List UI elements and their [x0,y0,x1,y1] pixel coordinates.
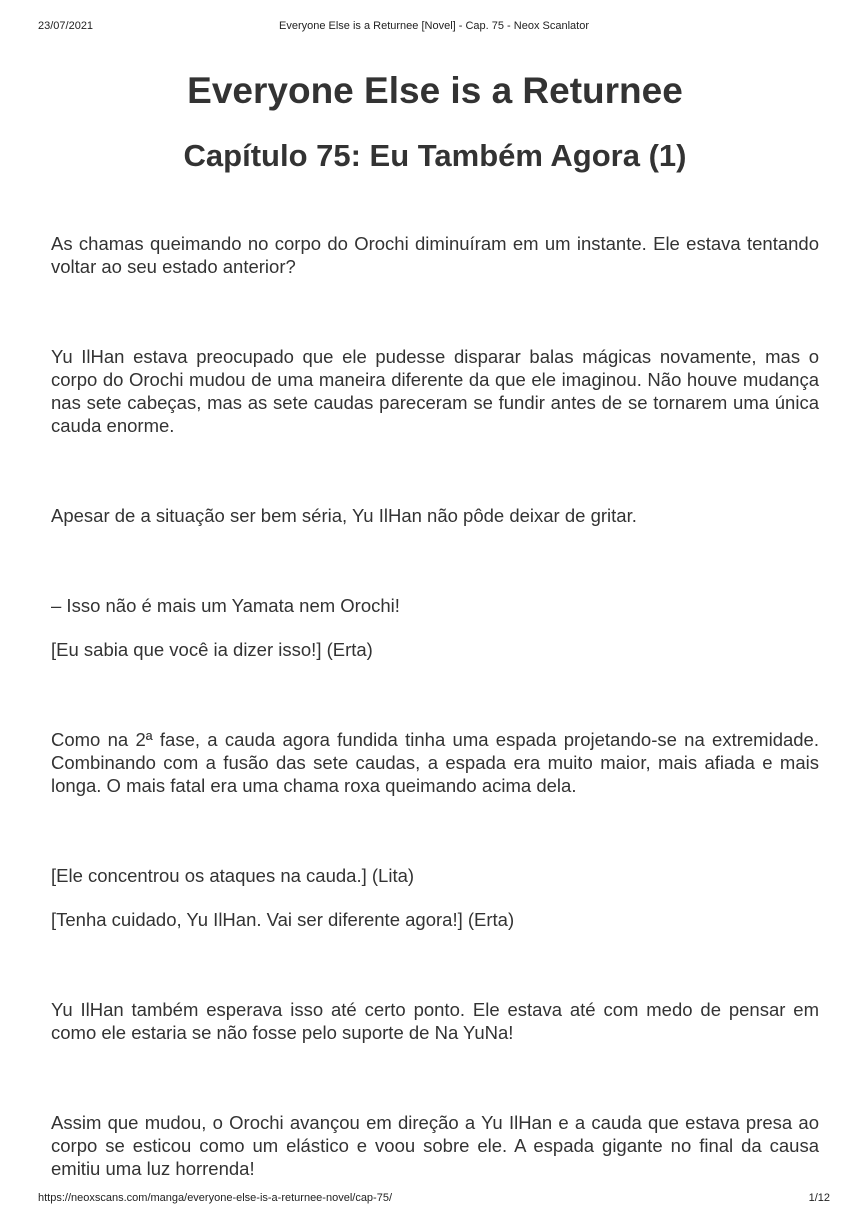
print-footer [38,1192,830,1208]
paragraph: Assim que mudou, o Orochi avançou em direção a Yu IlHan e a cauda que estava presa ao corpo se esticou como um elástico e voou sobre ele. A espada gigante no final da causa emitiu uma luz horrenda! [51,1112,819,1179]
paragraph: Yu IlHan estava preocupado que ele pudesse disparar balas mágicas novamente, mas o corpo do Orochi mudou de uma maneira diferente da que ele imaginou. Não houve mudança nas sete cabeças, mas as sete caudas pareceram se fundir antes de se tornarem uma única cauda enorme. [51,346,819,436]
paragraph: Yu IlHan também esperava isso até certo ponto. Ele estava até com medo de pensar em como ele estaria se não fosse pelo suporte de Na YuNa! [51,999,819,1043]
page-indicator: 1/12 [808,1192,830,1204]
novel-title: Everyone Else is a Returnee [187,70,683,111]
paragraph: [Eu sabia que você ia dizer isso!] (Erta) [51,639,373,660]
paragraph: – Isso não é mais um Yamata nem Orochi! [51,595,400,616]
paragraph: Apesar de a situação ser bem séria, Yu IlHan não pôde deixar de gritar. [51,505,637,526]
paragraph: As chamas queimando no corpo do Orochi diminuíram em um instante. Ele estava tentando voltar ao seu estado anterior? [51,233,819,277]
chapter-title: Capítulo 75: Eu Também Agora (1) [183,138,687,173]
chapter-body [51,232,819,1180]
paragraph: Como na 2ª fase, a cauda agora fundida tinha uma espada projetando-se na extremidade. Combinando com a fusão das sete caudas, a espada era muito maior, mais afiada e mais longa. O mais fatal era uma chama roxa queimando acima dela. [51,729,819,796]
paragraph: [Ele concentrou os ataques na cauda.] (Lita) [51,865,415,886]
print-date: 23/07/2021 [38,20,94,32]
print-header [38,20,830,36]
print-document-title: Everyone Else is a Returnee [Novel] - Cap. 75 - Neox Scanlator [279,20,589,32]
print-url: https://neoxscans.com/manga/everyone-else-is-a-returnee-novel/cap-75/ [38,1192,393,1204]
paragraph: [Tenha cuidado, Yu IlHan. Vai ser diferente agora!] (Erta) [51,909,515,930]
chapter-content [51,68,819,1180]
